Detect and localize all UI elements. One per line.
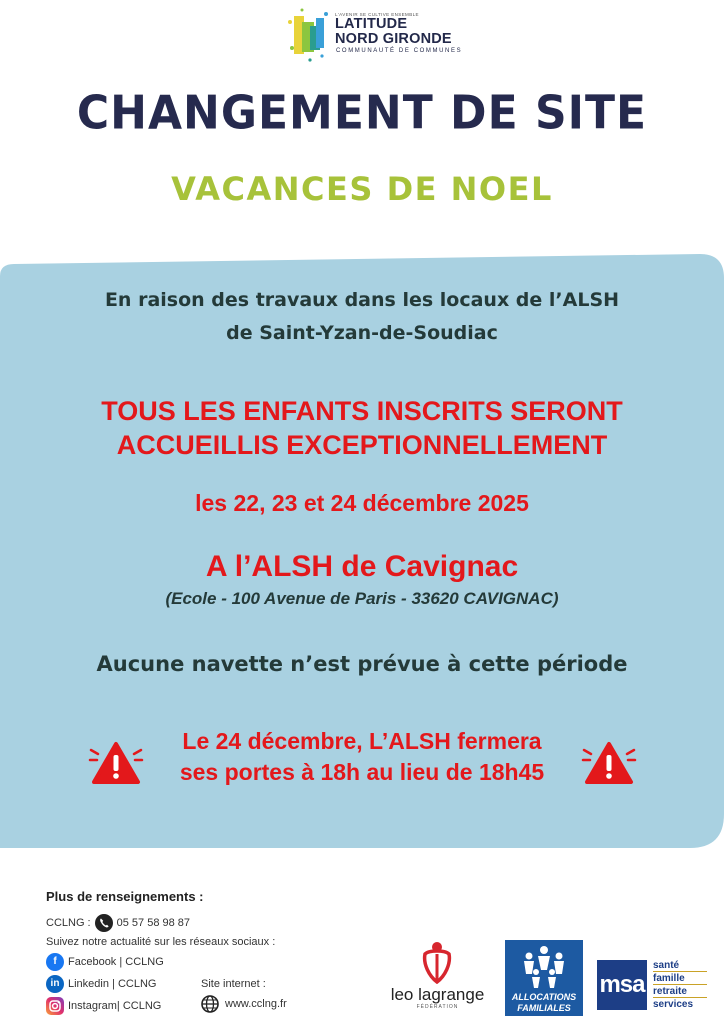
leo-lagrange-mark bbox=[385, 938, 490, 984]
logo-name-line1: LATITUDE bbox=[335, 16, 408, 32]
dates-text: les 22, 23 et 24 décembre 2025 bbox=[195, 490, 529, 516]
facebook-link[interactable] bbox=[46, 953, 164, 971]
footer-heading: Plus de renseignements : bbox=[46, 889, 204, 904]
address-text: (Ecole - 100 Avenue de Paris - 33620 CAVIGNAC) bbox=[165, 589, 559, 608]
social-intro: Suivez notre actualité sur les réseaux sociaux : bbox=[46, 936, 276, 948]
phone-line bbox=[46, 914, 190, 932]
instagram-icon bbox=[46, 997, 64, 1015]
headline-line2: ACCUEILLIS EXCEPTIONNELLEMENT bbox=[116, 430, 608, 460]
logo-tagline: L'AVENIR SE CULTIVE ENSEMBLE bbox=[335, 12, 419, 17]
msa-line3: retraite bbox=[653, 986, 707, 998]
logo-name-line2: NORD GIRONDE bbox=[335, 31, 452, 47]
linkedin-label: Linkedin | CCLNG bbox=[68, 978, 157, 990]
closing-line1: Le 24 décembre, L’ALSH fermera bbox=[182, 728, 542, 754]
msa-line1: santé bbox=[653, 960, 707, 972]
latitude-logo bbox=[282, 4, 492, 68]
phone-number[interactable]: 05 57 58 98 87 bbox=[116, 917, 191, 929]
phone-label: CCLNG : bbox=[46, 917, 91, 929]
msa-mark-text: msa bbox=[599, 971, 645, 998]
closing-line2: ses portes à 18h au lieu de 18h45 bbox=[179, 759, 545, 785]
globe-icon bbox=[201, 995, 219, 1013]
headline-line1: TOUS LES ENFANTS INSCRITS SERONT bbox=[101, 396, 623, 426]
website-url: www.cclng.fr bbox=[225, 998, 287, 1010]
leo-lagrange-logo bbox=[385, 938, 490, 1010]
intro-line1: En raison des travaux dans les locaux de l’ALSH bbox=[104, 289, 620, 311]
logo-name-line3: COMMUNAUTÉ DE COMMUNES bbox=[336, 48, 463, 54]
linkedin-link[interactable] bbox=[46, 975, 156, 993]
intro-line2: de Saint-Yzan-de-Soudiac bbox=[226, 322, 498, 344]
website-label: Site internet : bbox=[201, 978, 266, 990]
page-subtitle: VACANCES DE NOEL bbox=[171, 170, 553, 208]
caf-line2: FAMILIALES bbox=[517, 1003, 571, 1013]
msa-line4: services bbox=[653, 999, 694, 1010]
shuttle-notice: Aucune navette n’est prévue à cette période bbox=[96, 652, 628, 676]
caf-line1: ALLOCATIONS bbox=[511, 992, 577, 1002]
linkedin-icon: in bbox=[46, 975, 64, 993]
page-title: CHANGEMENT DE SITE bbox=[76, 86, 648, 141]
website-link[interactable] bbox=[201, 995, 287, 1013]
caf-figures-icon bbox=[505, 942, 583, 992]
caf-logo bbox=[505, 940, 583, 1016]
latitude-logo-mark bbox=[282, 4, 332, 68]
msa-logo bbox=[597, 958, 709, 1012]
instagram-link[interactable] bbox=[46, 997, 161, 1015]
leo-lagrange-sub: FÉDÉRATION bbox=[416, 1004, 459, 1010]
phone-icon bbox=[95, 914, 113, 932]
msa-line2: famille bbox=[653, 973, 707, 985]
instagram-label: Instagram| CCLNG bbox=[68, 1000, 162, 1012]
place-text: A l’ALSH de Cavignac bbox=[205, 550, 519, 583]
facebook-icon: f bbox=[46, 953, 64, 971]
facebook-label: Facebook | CCLNG bbox=[68, 956, 164, 968]
leo-lagrange-name: leo lagrange bbox=[390, 985, 485, 1004]
msa-mark bbox=[597, 960, 647, 1010]
